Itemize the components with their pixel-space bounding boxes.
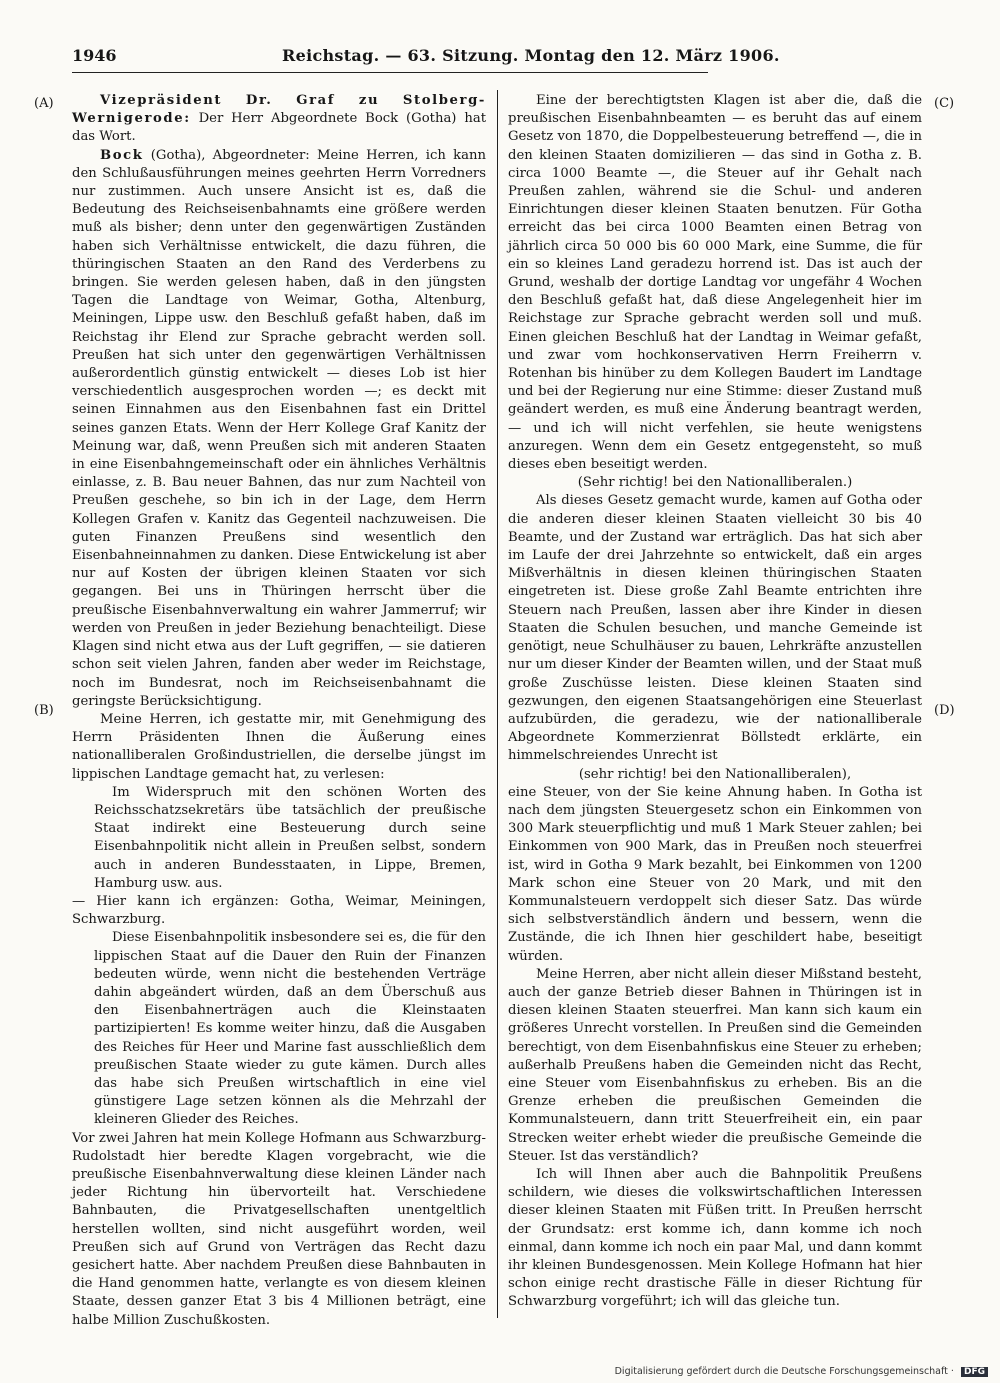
running-title: Reichstag. — 63. Sitzung. Montag den 12. März 1906. xyxy=(282,46,780,65)
column-divider xyxy=(497,90,498,1318)
quotation xyxy=(94,784,486,893)
dfg-logo: DFG xyxy=(961,1367,988,1377)
speaker-name: Vizepräsident Dr. Graf zu Stolberg-Wernigerode: xyxy=(72,93,486,127)
right-column xyxy=(508,92,922,1318)
footer-text: Digitalisierung gefördert durch die Deutsche Forschungsgemeinschaft · xyxy=(614,1366,954,1377)
paragraph: Eine der berechtigtsten Klagen ist aber die, daß die preußischen Eisenbahnbeamten — es beruht das auf einem Gesetz von 1870, die Doppelbesteuerung betreffend —, die in den kleinen Staaten domizilieren — das sind in Gotha z. B. circa 1000 Beamte —, die Steuer auf ihr Gehalt nach Preußen zahlen, während sie die Schul- und anderen Einrichtungen dieser kleinen Staaten benutzen. Für Gotha erreicht das bei circa 1000 Beamten einen Betrag von jährlich circa 50 000 bis 60 000 Mark, eine Summe, die für ein so kleines Land geradezu horrend ist. Das ist auch der Grund, weshalb der dortige Landtag vor ungefähr 4 Wochen den Beschluß gefaßt hat, daß diese Angelegenheit hier im Reichstage zur Sprache gebracht werden soll und muß. Einen gleichen Beschluß hat der Landtag in Weimar gefaßt, und zwar vom hochkonservativen Herrn Freiherrn v. Rotenhan bis hinüber zu dem Kollegen Baudert im Landtage und bei der Regierung nur eine Stimme: dieser Zustand muß geändert werden, es muß eine Änderung beantragt werden, — und ich will nicht verfehlen, sie heute wenigstens anzuregen. Wenn dem ein Gesetz entgegensteht, so muß dieses eben beseitigt werden. xyxy=(508,93,922,473)
left-column xyxy=(72,92,486,1328)
footer-credit xyxy=(615,1366,988,1377)
paragraph xyxy=(72,147,486,711)
page-number: 1946 xyxy=(72,46,117,65)
margin-marker-c: (C) xyxy=(934,96,955,111)
paragraph-text: (Gotha), Abgeordneter: Meine Herren, ich kann den Schlußausführungen meines geehrten Herrn Vorredners nur zustimmen. Auch unsere Ansicht ist es, daß die Bedeutung des Reichseisenbahnamts eine größere werden muß als bisher; denn unter den gegenwärtigen Zuständen haben sich Verhältnisse entwickelt, die dazu führen, die thüringischen Staaten an den Rand des Verderbens zu bringen. Sie werden gelesen haben, daß in den jüngsten Tagen die Landtage von Weimar, Gotha, Altenburg, Meiningen, Lippe usw. den Beschluß gefaßt haben, daß im Reichstag ihr Elend zur Sprache gebracht werden soll. Preußen hat sich unter den gegenwärtigen Verhältnissen außerordentlich günstig entwickelt — dieses Lob ist hier verschiedentlich ausgesprochen worden —; es deckt mit seinen Einnahmen aus den Eisenbahnen fast ein Drittel seines ganzen Etats. Wenn der Herr Kollege Graf Kanitz der Meinung war, daß, wenn Preußen sich mit anderen Staaten in eine Eisenbahngemeinschaft oder ein ähnliches Verhältnis einlasse, z. B. Bau neuer Bahnen, das nur zum Nachteil von Preußen geschehe, so bin ich in der Lage, dem Herrn Kollegen Grafen v. Kanitz das Gegenteil nachzuweisen. Die guten Finanzen Preußens sind wesentlich den Eisenbahneinnahmen zu danken. Diese Entwickelung ist aber nur auf Kosten der übrigen kleinen Staaten vor sich gegangen. Bei uns in Thüringen herrscht über die preußische Eisenbahnverwaltung ein wahrer Jammerruf; wir werden von Preußen in jeder Beziehung benachteiligt. Diese Klagen sind nicht etwa aus der Luft gegriffen, — sie datieren schon seit vielen Jahren, fanden aber weder im Reichstage, noch im Bundesrat, noch im Reichseisenbahnamt die geringste Berücksichtigung. xyxy=(72,147,486,709)
header-rule xyxy=(72,72,708,73)
quotation xyxy=(94,929,486,1129)
paragraph: Meine Herren, ich gestatte mir, mit Genehmigung des Herrn Präsidenten Ihnen die Äußerung eines nationalliberalen Großindustriellen, die derselbe jüngst im lippischen Landtage gemacht hat, zu verlesen: xyxy=(72,711,486,782)
paragraph: Als dieses Gesetz gemacht wurde, kamen auf Gotha oder die anderen dieser kleinen Staaten vielleicht 30 bis 40 Beamte, und der Zustand war erträglich. Das hat sich aber im Laufe der drei Jahrzehnte so entwickelt, daß ein arges Mißverhältnis in diesen kleinen thüringischen Staaten eingetreten ist. Diese große Zahl Beamte entrichten ihre Steuern nach Preußen, lassen aber ihre Kinder in diesen Staaten die Schulen besuchen, und manche Gemeinde ist genötigt, neue Schulhäuser zu bauen, Lehrkräfte anzustellen nur um dieser Kinder der Beamten willen, und der Staat muß große Zuschüsse leisten. Diese kleinen Staaten sind gezwungen, den eigenen Staatsangehörigen eine Steuerlast aufzubürden, die geradezu, wie der nationalliberale Abgeordnete Kommerzienrat Böllstedt erklärte, ein himmelschreiendes Unrecht ist xyxy=(508,493,922,764)
paragraph-text: Der Herr Abgeordnete Bock (Gotha) hat das Wort. xyxy=(72,111,486,145)
paragraph: Ich will Ihnen aber auch die Bahnpolitik Preußens schildern, wie dieses die volkswirtschaftlichen Interessen dieser kleinen Staaten mit Füßen tritt. In Preußen herrscht der Grundsatz: erst komme ich, dann komme ich noch einmal, dann komme ich noch ein paar Mal, und dann kommt ihr kleinen Bundesgenossen. Mein Kollege Hofmann hat hier schon einige recht drastische Fälle in dieser Richtung für Schwarzburg vorgeführt; ich will das gleiche tun. xyxy=(508,1166,922,1310)
speaker-name: Bock xyxy=(100,147,144,163)
paragraph: eine Steuer, von der Sie keine Ahnung haben. In Gotha ist nach dem jüngsten Steuergesetz schon ein Einkommen von 300 Mark steuerpflichtig und muß 1 Mark Steuer zahlen; bei Einkommen von 900 Mark, das in Preußen noch steuerfrei ist, wird in Gotha 9 Mark bezahlt, bei Einkommen von 1200 Mark schon eine Steuer von 20 Mark, und mit den Kommunalsteuern verdoppelt sich dieser Satz. Das würde sich selbstverständlich ändern und bessern, wenn die Zustände, die ich Ihnen hier geschildert habe, beseitigt würden. xyxy=(508,784,922,964)
paragraph: Vor zwei Jahren hat mein Kollege Hofmann aus Schwarzburg-Rudolstadt hier beredte Klagen vorgebracht, wie die preußische Eisenbahnverwaltung diese kleinen Länder nach jeder Richtung hin übervorteilt hat. Verschiedene Bahnbauten, die Privatgesellschaften unentgeltlich herstellen wollten, sind nicht ausgeführt worden, weil Preußen sich auf Grund von Verträgen das Recht dazu gesichert hatte. Aber nachdem Preußen diese Bahnbauten in die Hand genommen hatte, verlangte es von diesem kleinen Staate, dessen ganzer Etat 3 bis 4 Millionen beträgt, eine halbe Million Zuschußkosten. xyxy=(72,1130,486,1328)
paragraph xyxy=(72,92,486,147)
margin-marker-a: (A) xyxy=(34,96,54,111)
quote-text: Diese Eisenbahnpolitik insbesondere sei es, die für den lippischen Staat auf die Dauer den Ruin der Finanzen bedeuten würde, wenn nicht die bestehenden Verträge dahin abgeändert würden, daß an dem Überschuß aus den Eisenbahnerträgen auch die Kleinstaaten partizipierten! Es komme weiter hinzu, daß die Ausgaben des Reiches für Heer und Marine fast ausschließlich dem preußischen Staate wieder zu gute kämen. Durch alles das habe sich Preußen wirtschaftlich in eine viel günstigere Lage setzen können als die Mehrzahl der kleineren Glieder des Reiches. xyxy=(94,930,486,1128)
page-header xyxy=(72,44,970,70)
quote-text: Im Widerspruch mit den schönen Worten des Reichsschatzsekretärs übe tatsächlich der preußische Staat indirekt eine Besteuerung durch seine Eisenbahnpolitik nicht allein in Preußen selbst, sondern auch in anderen Bundesstaaten, in Lippe, Bremen, Hamburg usw. aus. xyxy=(94,784,486,891)
paragraph: — Hier kann ich ergänzen: Gotha, Weimar, Meiningen, Schwarzburg. xyxy=(72,893,486,928)
interjection: (sehr richtig! bei den Nationalliberalen), xyxy=(578,766,852,782)
margin-marker-b: (B) xyxy=(34,703,54,718)
paragraph: Meine Herren, aber nicht allein dieser Mißstand besteht, auch der ganze Betrieb dieser Bahnen in Thüringen ist in diesen kleinen Staaten steuerfrei. Man kann sich kaum ein größeres Unrecht vorstellen. In Preußen sind die Gemeinden berechtigt, von dem Eisenbahnfiskus eine Steuer zu erheben; außerhalb Preußens haben die Gemeinden nicht das Recht, eine Steuer vom Eisenbahnfiskus zu erheben. Bis an die Grenze erheben die preußischen Gemeinden die Kommunalsteuern, dann tritt Steuerfreiheit ein, ein paar Strecken weiter erhebt wieder die preußische Gemeinde die Steuer. Ist das verständlich? xyxy=(508,966,922,1164)
margin-marker-d: (D) xyxy=(934,703,955,718)
interjection: (Sehr richtig! bei den Nationalliberalen.) xyxy=(577,475,853,491)
